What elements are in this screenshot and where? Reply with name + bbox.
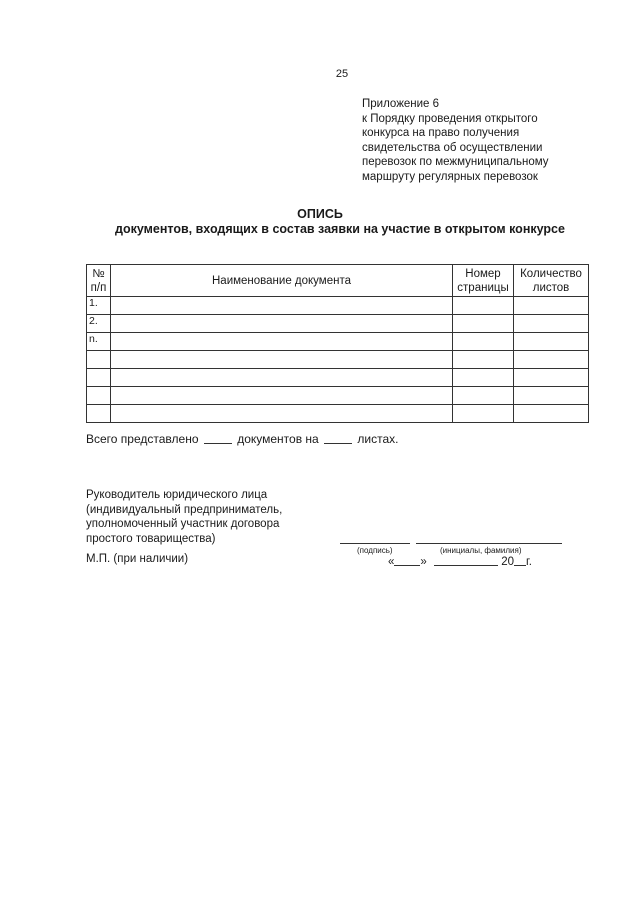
header-number [87,265,111,297]
table-header-row [87,265,589,297]
total-text-middle: документов на [237,432,319,446]
row-cell [111,297,453,315]
signer-block [86,488,282,547]
row-cell [514,369,589,387]
row-cell [453,405,514,423]
header-page-line2: страницы [457,281,509,294]
table-row [87,405,589,423]
documents-table [86,264,589,423]
total-summary [86,432,398,446]
appendix-line: Приложение 6 [362,98,440,110]
appendix-line: свидетельства об осуществлении [362,141,543,154]
row-number: 1. [87,297,111,315]
total-text-start: Всего представлено [86,432,199,446]
year-prefix: 20 [501,556,515,568]
signer-line: уполномоченный участник договора [86,518,280,531]
row-cell [453,315,514,333]
page-number: 25 [335,68,349,80]
appendix-line: конкурса на право получения [362,127,520,140]
row-cell [111,351,453,369]
year-suffix: г. [526,556,533,568]
initials-caption: (инициалы, фамилия) [440,546,522,555]
documents-count-blank [204,443,232,444]
row-cell [514,315,589,333]
table-row [87,315,589,333]
row-cell [111,315,453,333]
row-cell [514,387,589,405]
date-open-quote: « [388,556,395,568]
day-blank [394,565,420,566]
row-cell [514,351,589,369]
year-blank [514,565,526,566]
row-cell [111,387,453,405]
table-row [87,351,589,369]
document-subtitle: документов, входящих в состав заявки на участие в открытом конкурсе [115,222,565,236]
signer-line: простого товарищества) [86,533,216,546]
table-row [87,369,589,387]
table-row [87,297,589,315]
row-number: n. [87,333,111,351]
header-page-line1: Номер [465,267,501,280]
table-row [87,387,589,405]
row-cell [514,405,589,423]
month-blank [434,565,498,566]
row-cell [453,387,514,405]
header-number-line1: № [92,267,105,280]
appendix-line: к Порядку проведения открытого [362,112,538,125]
initials-line [416,543,562,544]
row-cell [453,333,514,351]
row-number [87,351,111,369]
stamp-note: М.П. (при наличии) [86,553,189,565]
header-qty-line1: Количество [520,267,582,280]
row-number: 2. [87,315,111,333]
appendix-line: перевозок по межмуниципальному [362,156,549,169]
header-document-name: Наименование документа [111,265,453,297]
signer-line: Руководитель юридического лица [86,489,268,501]
row-cell [514,333,589,351]
table-row [87,333,589,351]
row-cell [453,351,514,369]
row-cell [453,297,514,315]
row-cell [111,369,453,387]
row-number [87,405,111,423]
date-line [388,556,532,568]
document-title: ОПИСЬ [297,207,343,221]
total-text-end: листах. [357,432,399,446]
header-sheet-count [514,265,589,297]
header-qty-line2: листов [532,281,570,294]
row-number [87,387,111,405]
appendix-reference [362,97,592,185]
header-page-number [453,265,514,297]
row-cell [453,369,514,387]
sheets-count-blank [324,443,352,444]
row-cell [111,333,453,351]
row-cell [111,405,453,423]
row-cell [514,297,589,315]
date-close-quote: » [420,556,427,568]
appendix-line: маршруту регулярных перевозок [362,170,538,183]
signer-line: (индивидуальный предприниматель, [86,503,283,516]
header-number-line2: п/п [90,281,107,294]
signature-caption: (подпись) [357,546,393,555]
row-number [87,369,111,387]
signature-line [340,543,410,544]
